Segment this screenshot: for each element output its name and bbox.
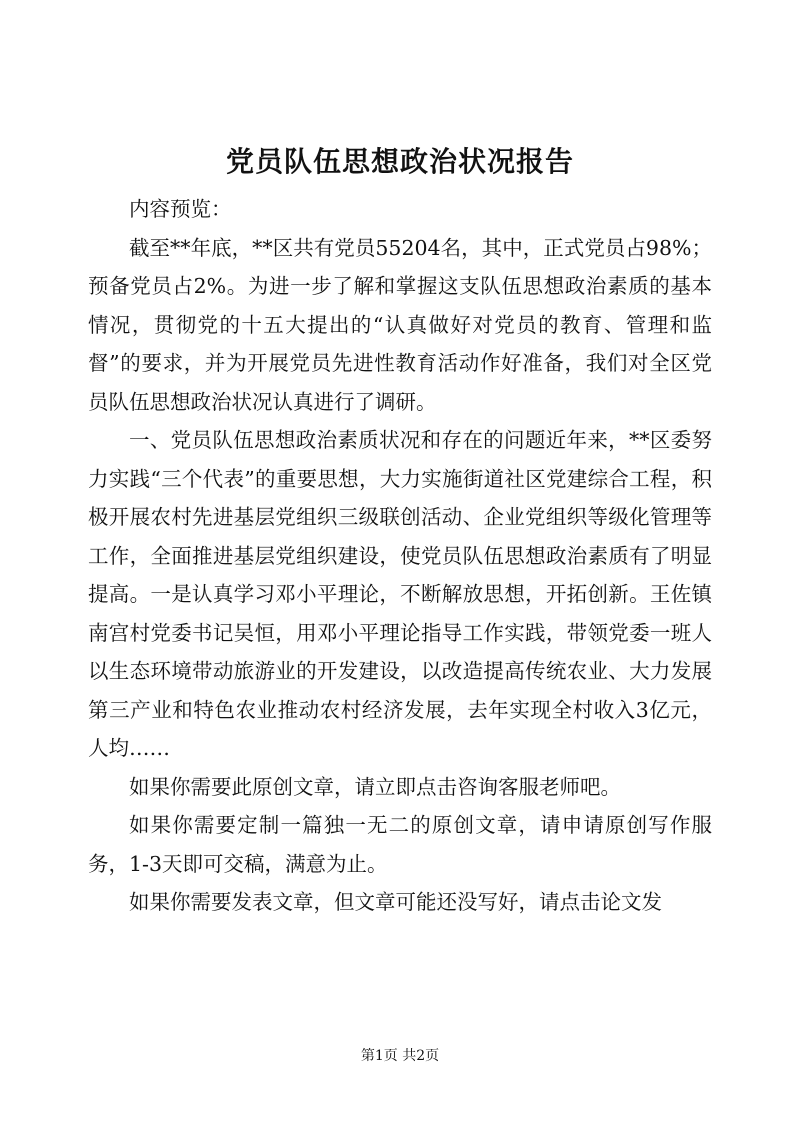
page-indicator: 第1页 共2页 xyxy=(360,1048,440,1064)
preview-label: 内容预览： xyxy=(129,197,232,221)
page-title: 党员队伍思想政治状况报告 xyxy=(225,145,574,178)
document-body xyxy=(88,190,712,922)
paragraph-party-statistics: 截至**年底，**区共有党员55204名，其中，正式党员占98%；预备党员占2%。为进一步了解和掌握这支队伍思想政治素质的基本情况，贯彻党的十五大提出的“认真做好对党员的教育、管理和监督”的要求，并为开展党员先进性教育活动作好准备，我们对全区党员队伍思想政治状况认真进行了调研。 xyxy=(88,235,712,414)
paragraph-consult-service: 如果你需要此原创文章，请立即点击咨询客服老师吧。 xyxy=(129,774,621,799)
paragraph-publish-paper: 如果你需要发表文章，但文章可能还没写好，请点击论文发 xyxy=(129,890,662,914)
paragraph-custom-writing: 如果你需要定制一篇独一无二的原创文章，请申请原创写作服务，1-3天即可交稿，满意为止。 xyxy=(88,813,712,876)
paragraph-quality-status: 一、党员队伍思想政治素质状况和存在的问题近年来，**区委努力实践“三个代表”的重要思想，大力实施街道社区党建综合工程，积极开展农村先进基层党组织三级联创活动、企业党组织等级化管理等工作，全面推进基层党组织建设，使党员队伍思想政治素质有了明显提高。一是认真学习邓小平理论，不断解放思想，开拓创新。王佐镇南宫村党委书记吴恒，用邓小平理论指导工作实践，带领党委一班人以生态环境带动旅游业的开发建设，以改造提高传统农业、大力发展第三产业和特色农业推动农村经济发展，去年实现全村收入3亿元，人均…… xyxy=(88,428,712,760)
